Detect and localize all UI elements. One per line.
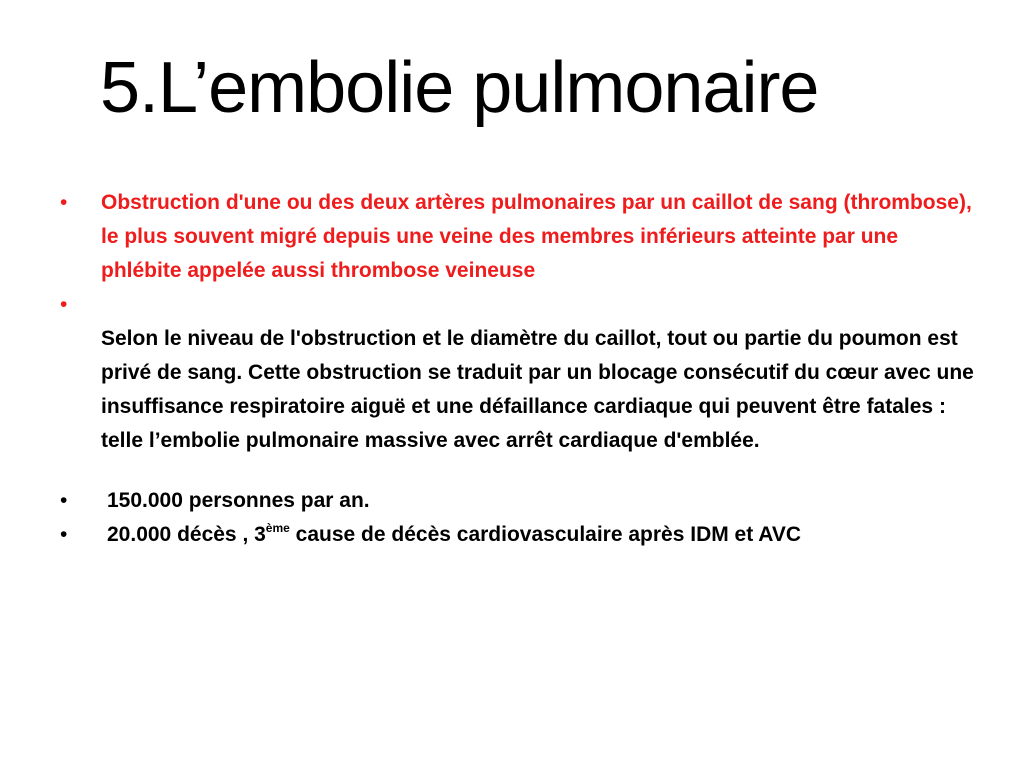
bullet-list bbox=[58, 186, 978, 552]
bullet-marker: • bbox=[60, 293, 68, 316]
slide-title: 5.L’embolie pulmonaire bbox=[100, 48, 819, 128]
bullet-marker: • bbox=[60, 523, 68, 546]
paragraph-gap bbox=[58, 458, 978, 484]
bullet-incidence bbox=[58, 484, 978, 518]
mortality-text-start: 20.000 décès , 3 bbox=[107, 523, 266, 546]
consequence-text: Selon le niveau de l'obstruction et le diamètre du caillot, tout ou partie du poumon est privé de sang. Cette obstruction se traduit par un blocage consécutif du cœur avec une insuffisance respiratoire aiguë et une défaillance cardiaque qui peuvent être fatales : telle l’embolie pulmonaire massive avec arrêt cardiaque d'emblée. bbox=[101, 327, 974, 452]
bullet-marker: • bbox=[60, 489, 68, 512]
bullet-mortality bbox=[58, 518, 978, 552]
mortality-text-end: cause de décès cardiovasculaire après IDM et AVC bbox=[289, 523, 802, 546]
empty-bullet-line bbox=[101, 288, 978, 322]
bullet-marker: • bbox=[60, 191, 68, 214]
incidence-text: 150.000 personnes par an. bbox=[107, 489, 370, 512]
definition-text: Obstruction d'une ou des deux artères pulmonaires par un caillot de sang (thrombose), le plus souvent migré depuis une veine des membres inférieurs atteinte par une phlébite appelée aussi thrombose veineuse bbox=[101, 191, 972, 282]
ordinal-superscript: ème bbox=[265, 521, 290, 535]
mortality-text bbox=[101, 518, 978, 552]
bullet-consequence bbox=[58, 288, 978, 458]
bullet-definition bbox=[58, 186, 978, 288]
